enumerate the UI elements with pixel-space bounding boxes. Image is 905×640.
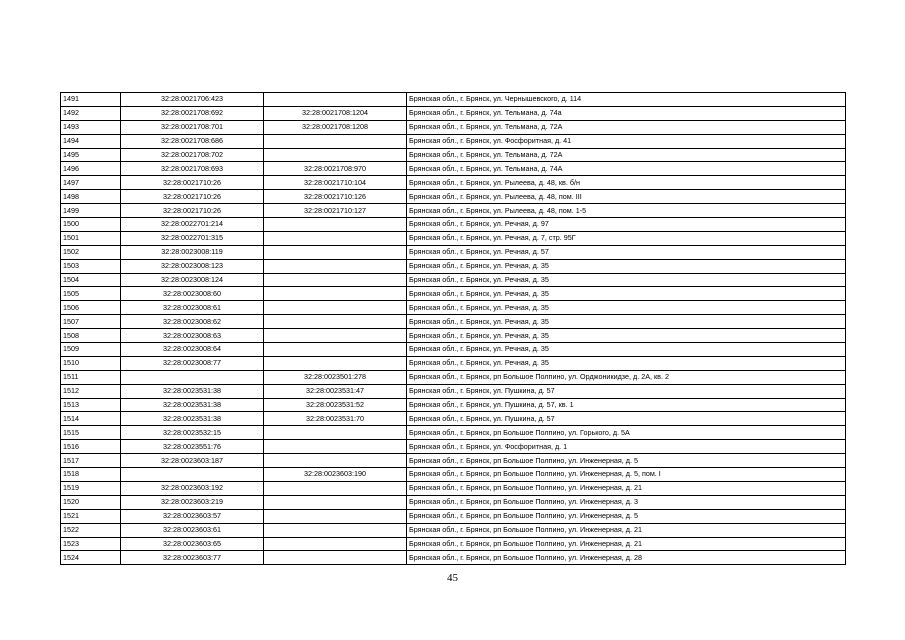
table-row — [61, 370, 846, 384]
row-number-cell: 1516 — [61, 440, 121, 454]
cadastral-number-cell: 32:28:0023603:192 — [121, 481, 264, 495]
table-row — [61, 106, 846, 120]
cadastral-number-cell: 32:28:0023008:123 — [121, 259, 264, 273]
address-cell: Брянская обл., г. Брянск, ул. Рылеева, д. 48, кв. б/н — [407, 176, 846, 190]
table-row — [61, 231, 846, 245]
row-number-cell: 1492 — [61, 106, 121, 120]
cadastral-number-cell: 32:28:0022701:214 — [121, 218, 264, 232]
row-number-cell: 1511 — [61, 370, 121, 384]
premises-cadastral-number-cell: 32:28:0023531:70 — [264, 412, 407, 426]
registry-table-body — [61, 93, 846, 565]
premises-cadastral-number-cell — [264, 231, 407, 245]
table-row — [61, 287, 846, 301]
cadastral-number-cell: 32:28:0021710:26 — [121, 204, 264, 218]
row-number-cell: 1502 — [61, 245, 121, 259]
table-row — [61, 551, 846, 565]
premises-cadastral-number-cell — [264, 509, 407, 523]
table-row — [61, 204, 846, 218]
page-number: 45 — [447, 572, 458, 584]
address-cell: Брянская обл., г. Брянск, ул. Рылеева, д. 48, пом. III — [407, 190, 846, 204]
address-cell: Брянская обл., г. Брянск, ул. Фосфоритная, д. 1 — [407, 440, 846, 454]
premises-cadastral-number-cell — [264, 273, 407, 287]
row-number-cell: 1494 — [61, 134, 121, 148]
address-cell: Брянская обл., г. Брянск, ул. Чернышевского, д. 114 — [407, 93, 846, 107]
address-cell: Брянская обл., г. Брянск, рп Большое Полпино, ул. Инженерная, д. 21 — [407, 523, 846, 537]
cadastral-number-cell: 32:28:0021710:26 — [121, 176, 264, 190]
cadastral-number-cell: 32:28:0023532:15 — [121, 426, 264, 440]
row-number-cell: 1508 — [61, 329, 121, 343]
table-row — [61, 273, 846, 287]
row-number-cell: 1501 — [61, 231, 121, 245]
table-row — [61, 481, 846, 495]
row-number-cell: 1520 — [61, 495, 121, 509]
premises-cadastral-number-cell — [264, 523, 407, 537]
row-number-cell: 1523 — [61, 537, 121, 551]
row-number-cell: 1514 — [61, 412, 121, 426]
address-cell: Брянская обл., г. Брянск, рп Большое Полпино, ул. Инженерная, д. 21 — [407, 481, 846, 495]
table-row — [61, 134, 846, 148]
table-row — [61, 93, 846, 107]
table-row — [61, 218, 846, 232]
table-row — [61, 245, 846, 259]
address-cell: Брянская обл., г. Брянск, рп Большое Полпино, ул. Инженерная, д. 3 — [407, 495, 846, 509]
premises-cadastral-number-cell: 32:28:0023531:52 — [264, 398, 407, 412]
row-number-cell: 1522 — [61, 523, 121, 537]
address-cell: Брянская обл., г. Брянск, ул. Пушкина, д. 57, кв. 1 — [407, 398, 846, 412]
premises-cadastral-number-cell: 32:28:0021710:104 — [264, 176, 407, 190]
premises-cadastral-number-cell — [264, 301, 407, 315]
cadastral-number-cell: 32:28:0023008:124 — [121, 273, 264, 287]
cadastral-number-cell: 32:28:0023008:60 — [121, 287, 264, 301]
address-cell: Брянская обл., г. Брянск, ул. Тельмана, д. 72А — [407, 120, 846, 134]
cadastral-number-cell: 32:28:0021706:423 — [121, 93, 264, 107]
table-row — [61, 176, 846, 190]
row-number-cell: 1503 — [61, 259, 121, 273]
cadastral-number-cell: 32:28:0023531:38 — [121, 412, 264, 426]
premises-cadastral-number-cell — [264, 134, 407, 148]
cadastral-number-cell — [121, 370, 264, 384]
table-row — [61, 468, 846, 482]
row-number-cell: 1515 — [61, 426, 121, 440]
row-number-cell: 1521 — [61, 509, 121, 523]
premises-cadastral-number-cell — [264, 287, 407, 301]
row-number-cell: 1512 — [61, 384, 121, 398]
premises-cadastral-number-cell — [264, 218, 407, 232]
premises-cadastral-number-cell: 32:28:0023603:190 — [264, 468, 407, 482]
cadastral-number-cell: 32:28:0023603:65 — [121, 537, 264, 551]
table-row — [61, 426, 846, 440]
address-cell: Брянская обл., г. Брянск, ул. Речная, д. 35 — [407, 301, 846, 315]
address-cell: Брянская обл., г. Брянск, рп Большое Полпино, ул. Инженерная, д. 5, пом. I — [407, 468, 846, 482]
table-row — [61, 537, 846, 551]
cadastral-number-cell — [121, 468, 264, 482]
cadastral-number-cell: 32:28:0023603:187 — [121, 454, 264, 468]
address-cell: Брянская обл., г. Брянск, ул. Речная, д. 97 — [407, 218, 846, 232]
premises-cadastral-number-cell — [264, 426, 407, 440]
row-number-cell: 1506 — [61, 301, 121, 315]
premises-cadastral-number-cell: 32:28:0021708:1208 — [264, 120, 407, 134]
premises-cadastral-number-cell — [264, 551, 407, 565]
address-cell: Брянская обл., г. Брянск, ул. Речная, д. 35 — [407, 343, 846, 357]
premises-cadastral-number-cell — [264, 495, 407, 509]
address-cell: Брянская обл., г. Брянск, ул. Пушкина, д. 57 — [407, 412, 846, 426]
premises-cadastral-number-cell — [264, 440, 407, 454]
address-cell: Брянская обл., г. Брянск, ул. Тельмана, д. 74а — [407, 106, 846, 120]
premises-cadastral-number-cell — [264, 343, 407, 357]
address-cell: Брянская обл., г. Брянск, ул. Речная, д. 35 — [407, 259, 846, 273]
premises-cadastral-number-cell — [264, 329, 407, 343]
row-number-cell: 1505 — [61, 287, 121, 301]
table-row — [61, 329, 846, 343]
row-number-cell: 1513 — [61, 398, 121, 412]
cadastral-number-cell: 32:28:0023603:57 — [121, 509, 264, 523]
row-number-cell: 1498 — [61, 190, 121, 204]
premises-cadastral-number-cell: 32:28:0021710:127 — [264, 204, 407, 218]
cadastral-number-cell: 32:28:0021708:686 — [121, 134, 264, 148]
address-cell: Брянская обл., г. Брянск, ул. Речная, д. 35 — [407, 315, 846, 329]
cadastral-number-cell: 32:28:0021708:692 — [121, 106, 264, 120]
address-cell: Брянская обл., г. Брянск, ул. Речная, д. 35 — [407, 287, 846, 301]
premises-cadastral-number-cell: 32:28:0021710:126 — [264, 190, 407, 204]
premises-cadastral-number-cell — [264, 356, 407, 370]
table-row — [61, 343, 846, 357]
cadastral-number-cell: 32:28:0021708:693 — [121, 162, 264, 176]
cadastral-number-cell: 32:28:0023531:38 — [121, 398, 264, 412]
row-number-cell: 1524 — [61, 551, 121, 565]
table-row — [61, 162, 846, 176]
cadastral-number-cell: 32:28:0021710:26 — [121, 190, 264, 204]
premises-cadastral-number-cell — [264, 245, 407, 259]
address-cell: Брянская обл., г. Брянск, ул. Речная, д. 35 — [407, 329, 846, 343]
premises-cadastral-number-cell — [264, 148, 407, 162]
address-cell: Брянская обл., г. Брянск, ул. Рылеева, д. 48, пом. 1-5 — [407, 204, 846, 218]
address-cell: Брянская обл., г. Брянск, рп Большое Полпино, ул. Инженерная, д. 5 — [407, 509, 846, 523]
cadastral-number-cell: 32:28:0023603:77 — [121, 551, 264, 565]
cadastral-number-cell: 32:28:0022701:315 — [121, 231, 264, 245]
table-row — [61, 384, 846, 398]
address-cell: Брянская обл., г. Брянск, ул. Пушкина, д. 57 — [407, 384, 846, 398]
address-cell: Брянская обл., г. Брянск, рп Большое Полпино, ул. Инженерная, д. 28 — [407, 551, 846, 565]
address-cell: Брянская обл., г. Брянск, рп Большое Полпино, ул. Горького, д. 5А — [407, 426, 846, 440]
table-row — [61, 454, 846, 468]
address-cell: Брянская обл., г. Брянск, рп Большое Полпино, ул. Орджоникидзе, д. 2А, кв. 2 — [407, 370, 846, 384]
address-cell: Брянская обл., г. Брянск, ул. Тельмана, д. 74А — [407, 162, 846, 176]
premises-cadastral-number-cell — [264, 454, 407, 468]
cadastral-number-cell: 32:28:0023531:38 — [121, 384, 264, 398]
row-number-cell: 1507 — [61, 315, 121, 329]
table-row — [61, 398, 846, 412]
table-row — [61, 148, 846, 162]
row-number-cell: 1519 — [61, 481, 121, 495]
cadastral-number-cell: 32:28:0023008:61 — [121, 301, 264, 315]
premises-cadastral-number-cell — [264, 259, 407, 273]
table-row — [61, 259, 846, 273]
address-cell: Брянская обл., г. Брянск, рп Большое Полпино, ул. Инженерная, д. 5 — [407, 454, 846, 468]
address-cell: Брянская обл., г. Брянск, ул. Тельмана, д. 72А — [407, 148, 846, 162]
row-number-cell: 1497 — [61, 176, 121, 190]
row-number-cell: 1499 — [61, 204, 121, 218]
cadastral-number-cell: 32:28:0023603:61 — [121, 523, 264, 537]
row-number-cell: 1495 — [61, 148, 121, 162]
row-number-cell: 1517 — [61, 454, 121, 468]
address-cell: Брянская обл., г. Брянск, рп Большое Полпино, ул. Инженерная, д. 21 — [407, 537, 846, 551]
address-cell: Брянская обл., г. Брянск, ул. Речная, д. 35 — [407, 273, 846, 287]
address-cell: Брянская обл., г. Брянск, ул. Речная, д. 7, стр. 95Г — [407, 231, 846, 245]
premises-cadastral-number-cell: 32:28:0023501:278 — [264, 370, 407, 384]
row-number-cell: 1496 — [61, 162, 121, 176]
row-number-cell: 1493 — [61, 120, 121, 134]
premises-cadastral-number-cell — [264, 315, 407, 329]
table-row — [61, 523, 846, 537]
cadastral-number-cell: 32:28:0021708:701 — [121, 120, 264, 134]
table-row — [61, 440, 846, 454]
premises-cadastral-number-cell: 32:28:0021708:970 — [264, 162, 407, 176]
cadastral-number-cell: 32:28:0023008:64 — [121, 343, 264, 357]
table-row — [61, 412, 846, 426]
premises-cadastral-number-cell: 32:28:0023531:47 — [264, 384, 407, 398]
table-row — [61, 190, 846, 204]
cadastral-number-cell: 32:28:0021708:702 — [121, 148, 264, 162]
cadastral-number-cell: 32:28:0023551:76 — [121, 440, 264, 454]
table-row — [61, 356, 846, 370]
table-row — [61, 315, 846, 329]
premises-cadastral-number-cell: 32:28:0021708:1204 — [264, 106, 407, 120]
registry-table — [60, 92, 846, 565]
cadastral-number-cell: 32:28:0023008:62 — [121, 315, 264, 329]
table-row — [61, 301, 846, 315]
row-number-cell: 1504 — [61, 273, 121, 287]
cadastral-number-cell: 32:28:0023603:219 — [121, 495, 264, 509]
row-number-cell: 1491 — [61, 93, 121, 107]
row-number-cell: 1500 — [61, 218, 121, 232]
cadastral-number-cell: 32:28:0023008:119 — [121, 245, 264, 259]
row-number-cell: 1518 — [61, 468, 121, 482]
address-cell: Брянская обл., г. Брянск, ул. Речная, д. 57 — [407, 245, 846, 259]
premises-cadastral-number-cell — [264, 93, 407, 107]
row-number-cell: 1510 — [61, 356, 121, 370]
cadastral-number-cell: 32:28:0023008:77 — [121, 356, 264, 370]
row-number-cell: 1509 — [61, 343, 121, 357]
address-cell: Брянская обл., г. Брянск, ул. Речная, д. 35 — [407, 356, 846, 370]
table-row — [61, 120, 846, 134]
address-cell: Брянская обл., г. Брянск, ул. Фосфоритная, д. 41 — [407, 134, 846, 148]
table-row — [61, 495, 846, 509]
table-row — [61, 509, 846, 523]
cadastral-number-cell: 32:28:0023008:63 — [121, 329, 264, 343]
premises-cadastral-number-cell — [264, 537, 407, 551]
premises-cadastral-number-cell — [264, 481, 407, 495]
